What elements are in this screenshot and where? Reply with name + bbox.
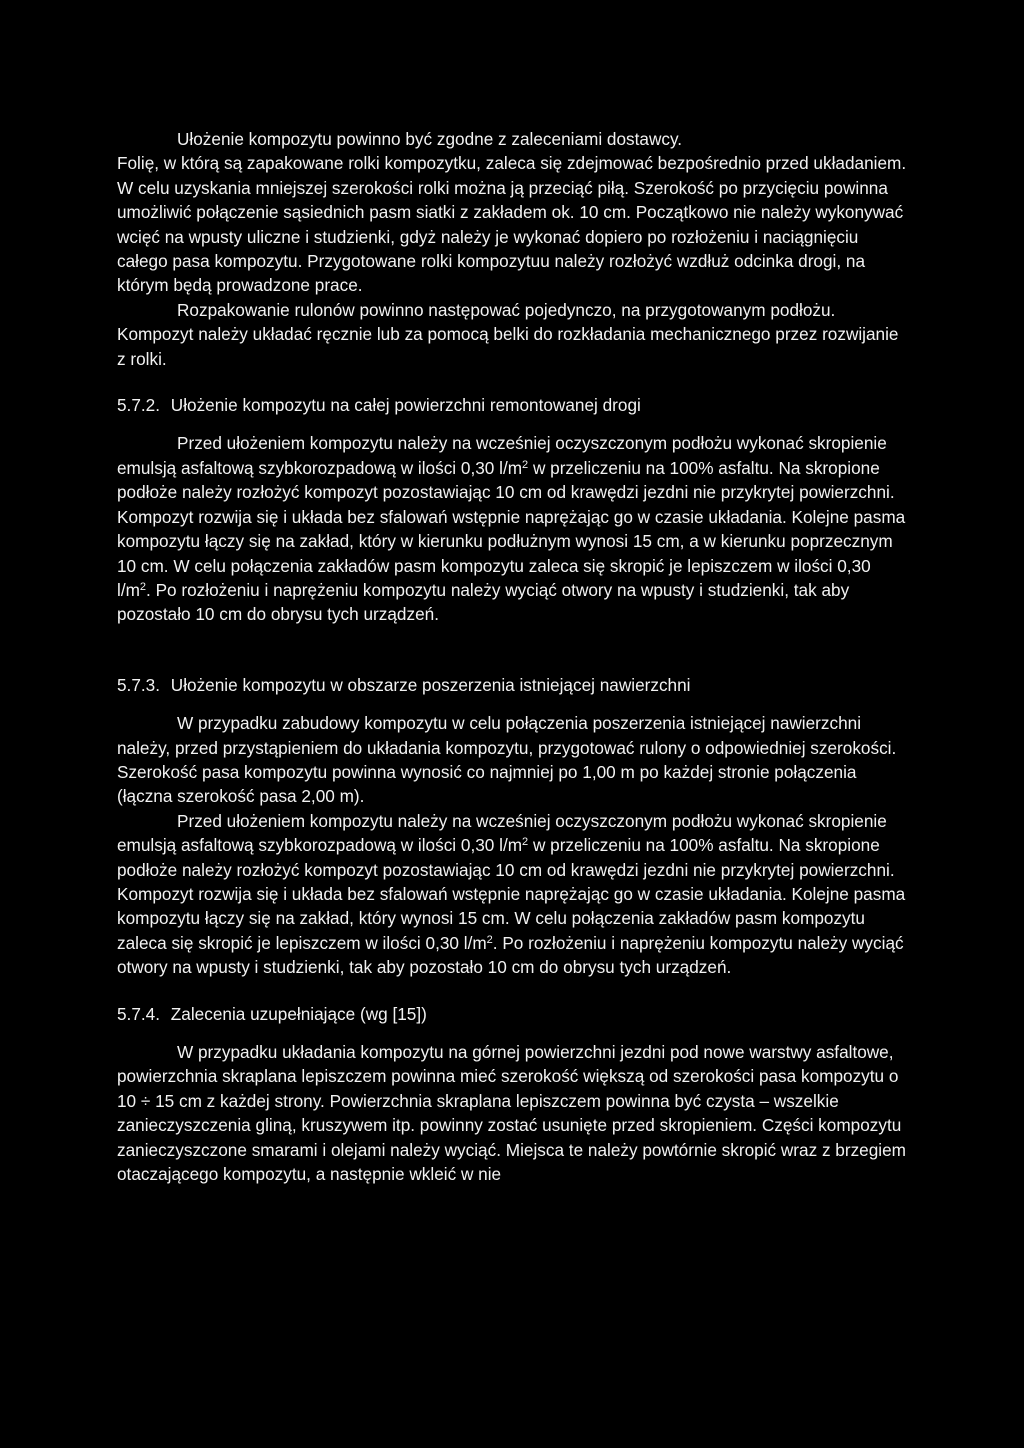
document-page [117,127,907,1186]
section-title: Zalecenia uzupełniające (wg [15]) [170,1003,427,1024]
section-5-7-3-paragraph-1: W przypadku zabudowy kompozytu w celu połączenia poszerzenia istniejącej nawierzchni należy, przed przystąpieniem do układania kompozytu, przygotować rulony o odpowiedniej szerokości. Szerokość pasa kompozytu powinna wynosić co najmniej po 1,00 m po każdej stronie połączenia (łączna szerokość pasa 2,00 m). [117,713,897,807]
superscript: 2 [522,836,529,849]
superscript: 2 [522,458,529,471]
superscript: 2 [139,580,147,593]
text-run: Przed ułożeniem kompozytu należy na wcześniej oczyszczonym podłożu wykonać skropienie emulsją asfaltową szybkorozpadową w ilości 0,30 l/m [117,810,887,856]
text-run: . Po rozłożeniu i naprężeniu kompozytu należy wyciąć otwory na wpusty i studzienki, tak aby pozostało 10 cm do obrysu tych urządzeń. [117,932,904,978]
intro-paragraph-4: Kompozyt należy układać ręcznie lub za pomocą belki do rozkładania mechanicznego przez rozwijanie z rolki. [117,324,899,369]
text-run: w przeliczeniu na 100% asfaltu. Na skropione podłoże należy rozłożyć kompozyt pozostawiając 10 cm od krawędzi jezdni nie przykrytej powierzchni. Kompozyt rozwija się i układa bez sfalowań wstępnie naprężając go w czasie układania. Kolejne pasma kompozytu łączy się na zakład, który wynosi 15 cm. W celu połączenia zakładów pasm kompozytu zaleca się skropić je lepiszczem w ilości 0,30 l/m [117,835,906,953]
text-run: Przed ułożeniem kompozytu należy na wcześniej oczyszczonym podłożu wykonać skropienie emulsją asfaltową szybkorozpadową w ilości 0,30 l/m [117,433,887,478]
section-5-7-2-heading [117,393,907,417]
section-5-7-2-paragraph [117,431,907,626]
section-number: 5.7.3. [117,674,161,695]
section-number: 5.7.4. [117,1003,161,1024]
intro-paragraph-1: Ułożenie kompozytu powinno być zgodne z zaleceniami dostawcy. [177,129,683,149]
section-5-7-4-paragraph: W przypadku układania kompozytu na górnej powierzchni jezdni pod nowe warstwy asfaltowe, powierzchnia skraplana lepiszczem powinna mieć szerokość większą od szerokości pasa kompozytu o 10 ÷ 15 cm z każdej strony. Powierzchnia skraplana lepiszczem powinna być czysta – wszelkie zanieczyszczenia gliną, kruszywem itp. powinny zostać usunięte przed skropieniem. Części kompozytu zanieczyszczone smarami i olejami należy wyciąć. Miejsca te należy powtórnie skropić wraz z brzegiem otaczającego kompozytu, a następnie wkleić w nie [117,1042,906,1185]
section-number: 5.7.2. [117,395,161,416]
section-5-7-3-heading [117,673,907,697]
section-title: Ułożenie kompozytu na całej powierzchni remontowanej drogi [170,395,641,416]
section-5-7-4-heading [117,1002,907,1026]
intro-paragraph-3: Rozpakowanie rulonów powinno następować pojedynczo, na przygotowanym podłożu. [177,299,836,320]
section-title: Ułożenie kompozytu w obszarze poszerzenia istniejącej nawierzchni [170,674,691,695]
superscript: 2 [486,933,493,946]
intro-paragraph-2: Folię, w którą są zapakowane rolki kompozytku, zaleca się zdejmować bezpośrednio przed układaniem. W celu uzyskania mniejszej szerokości rolki można ją przeciąć piłą. Szerokość po przycięciu powinna umożliwić połączenie sąsiednich pasm siatki z zakładem ok. 10 cm. Początkowo nie należy wykonywać wcięć na wpusty uliczne i studzienki, gdyż należy je wykonać dopiero po rozłożeniu i naciągnięciu całego pasa kompozytu. Przygotowane rolki kompozytuu należy rozłożyć wzdłuż odcinka drogi, na którym będą prowadzone prace. [117,153,907,296]
text-run: . Po rozłożeniu i naprężeniu kompozytu należy wyciąć otwory na wpusty i studzienki, tak aby pozostało 10 cm do obrysu tych urządzeń. [117,579,850,625]
section-5-7-3-paragraph-2 [117,809,907,980]
text-run: w przeliczeniu na 100% asfaltu. Na skropione podłoże należy rozłożyć kompozyt pozostawiając 10 cm od krawędzi jezdni nie przykrytej powierzchni. Kompozyt rozwija się i układa bez sfalowań wstępnie naprężając go w czasie układania. Kolejne pasma kompozytu łączy się na zakład, który w kierunku podłużnym wynosi 15 cm, a w kierunku poprzecznym 10 cm. W celu połączenia zakładów pasm kompozytu zaleca się skropić je lepiszczem w ilości 0,30 l/m [117,457,906,600]
